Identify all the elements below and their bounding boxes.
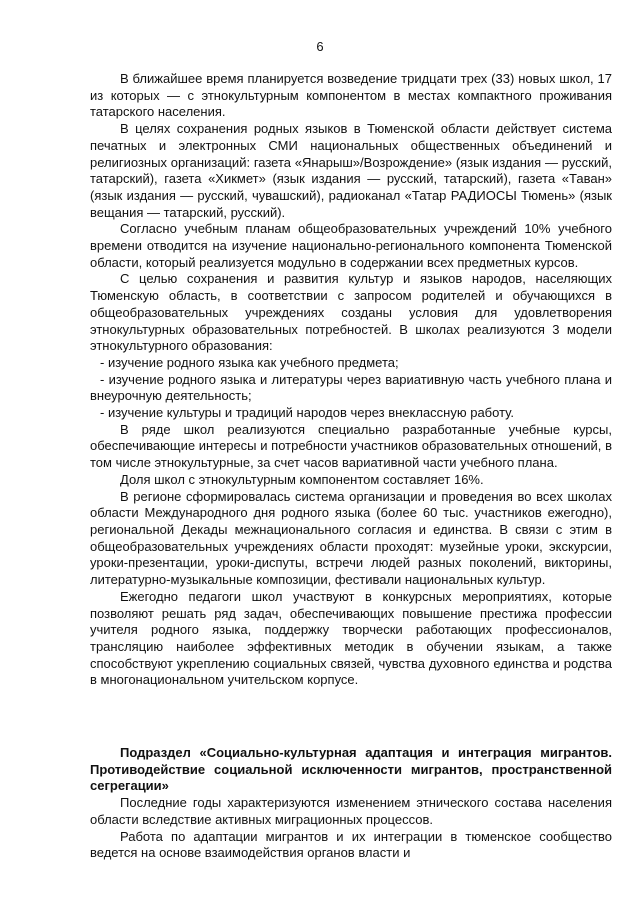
paragraph-native-language-day: В регионе сформировалась система организации и проведения во всех школах области Международного дня родного языка (более 60 тыс. участников ежегодно), региональной Декады межнационального согласия и единства. В связи с этим в общеобразовательных учреждениях области проходят: музейные уроки, экскурсии, уроки-презентации, уроки-диспуты, встречи людей разных поколений, викторины, литературно-музыкальные композиции, фестивали национальных культур. xyxy=(90,488,612,588)
list-item-language-literature: - изучение родного языка и литературы через вариативную часть учебного плана и внеурочную деятельность; xyxy=(90,371,612,404)
paragraph-special-courses: В ряде школ реализуются специально разработанные учебные курсы, обеспечивающие интересы и потребности участников образовательных отношений, в том числе этнокультурные, за счет часов вариативной части учебного плана. xyxy=(90,421,612,471)
body-text xyxy=(90,71,612,689)
paragraph-media: В целях сохранения родных языков в Тюменской области действует система печатных и электронных СМИ национальных общественных объединений и религиозных организаций: газета «Янарыш»/Возрождение» (язык издания — русский, татарский), газета «Хикмет» (язык издания — русский, татарский), газета «Таван» (язык издания — русский, чувашский), радиоканал «Татар РАДИОСЫ Тюмень» (язык вещания — татарский, русский). xyxy=(90,121,612,220)
paragraph-teacher-contests: Ежегодно педагоги школ участвуют в конкурсных мероприятиях, которые позволяют решать ряд задач, обеспечивающих повышение престижа профессии учителя родного языка, поддержку творчески работающих профессионалов, трансляцию наиболее эффективных методик в обучении языкам, а также способствуют укреплению социальных связей, чувства духовного единства и родства в многонациональном учительском корпусе. xyxy=(90,588,612,688)
paragraph-share-of-schools: Доля школ с этнокультурным компонентом составляет 16%. xyxy=(120,471,484,487)
paragraph-migrant-adaptation: Работа по адаптации мигрантов и их интеграции в тюменское сообщество ведется на основе взаимодействия органов власти и xyxy=(90,828,612,861)
list-item-native-language: - изучение родного языка как учебного предмета; xyxy=(100,354,399,370)
subsection-heading: Подраздел «Социально-культурная адаптация и интеграция мигрантов. Противодействие социальной исключенности мигрантов, пространственной сегрегации» xyxy=(90,745,612,794)
page-number: 6 xyxy=(316,39,324,54)
paragraph-curriculum: Согласно учебным планам общеобразовательных учреждений 10% учебного времени отводится на изучение национально-регионального компонента Тюменской области, который реализуется модульно в содержании всех предметных курсов. xyxy=(90,221,612,270)
paragraph-migration-changes: Последние годы характеризуются изменением этнического состава населения области вследствие активных миграционных процессов. xyxy=(90,795,612,827)
list-item-culture-traditions: - изучение культуры и традиций народов через внеклассную работу. xyxy=(100,405,514,421)
paragraph-new-schools: В ближайшее время планируется возведение тридцати трех (33) новых школ, 17 из которых — с этнокультурным компонентом в местах компактного проживания татарского населения. xyxy=(90,71,612,120)
paragraph-ethnocultural-models: С целью сохранения и развития культур и языков народов, населяющих Тюменскую область, в соответствии с запросом родителей и обучающихся в общеобразовательных учреждениях созданы условия для удовлетворения этнокультурных образовательных потребностей. В школах реализуются 3 модели этнокультурного образования: xyxy=(90,271,612,354)
subsection-block xyxy=(90,745,612,862)
